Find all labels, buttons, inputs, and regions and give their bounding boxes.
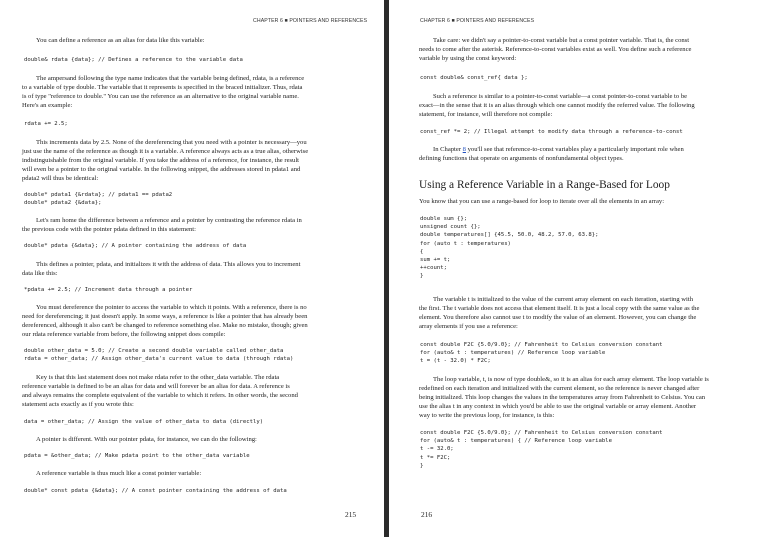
text-line: pdata2 will thus be identical: (22, 175, 99, 182)
paragraph (22, 74, 304, 110)
paragraph (419, 92, 695, 119)
text-line: Take care: we didn't say a pointer-to-const variable but a const pointer variable. That is, the const (433, 37, 690, 44)
code-block (24, 347, 293, 363)
text-line: is of type "reference to double." You can use the reference as an alternative to the original variable name. (22, 93, 299, 100)
right-page (389, 0, 768, 537)
text-run: In Chapter (433, 146, 463, 153)
code-line: for (auto& t : temperatures) { // Reference loop variable (420, 438, 612, 445)
code-line: t *= F2C; (420, 454, 451, 461)
text-line: our rdata reference variable from before, the following snippet does compile: (22, 331, 226, 338)
code-block (24, 242, 246, 250)
text-line: A reference variable is thus much like a const pointer variable: (36, 470, 202, 477)
text-line: The loop variable, t, is now of type double&, so it is an alias for each array element. The loop variable is (433, 376, 709, 383)
text-line: dereferenced, although it also can't be changed to reference something else. Make no mistake, though; given (22, 322, 308, 329)
code-line: unsigned count {}; (420, 224, 481, 231)
code-line: *pdata += 2.5; // Increment data through a pointer (24, 287, 193, 293)
chapter-link[interactable]: 8 (462, 146, 466, 153)
text-line: indistinguishable from the original variable. If you take the address of a reference, for instance, the result (22, 157, 300, 164)
code-line: data = other_data; // Assign the value of other_data to data (directly) (24, 419, 264, 425)
paragraph (22, 435, 257, 444)
code-line: double sum {}; (420, 216, 468, 222)
code-line: ++count; (420, 265, 447, 272)
text-line: defining functions that operate on arguments of nonfundamental object types. (419, 155, 624, 162)
code-block (420, 128, 683, 136)
text-line: the first. The t variable does not access that element itself. It is just a local copy with the same value as the (419, 305, 700, 312)
page-number: 216 (421, 510, 433, 519)
paragraph (22, 469, 201, 478)
text-line: need for dereferencing; it just doesn't apply. In some ways, a reference is like a pointer that has already been (22, 313, 308, 320)
paragraph (419, 197, 664, 206)
code-block (24, 418, 263, 426)
running-header: CHAPTER 6 ■ POINTERS AND REFERENCES (420, 18, 535, 24)
text-line: You must dereference the pointer to access the variable to which it points. With a reference, there is no (36, 304, 307, 311)
text-line: exact—in the sense that it is an alias through which one cannot modify the referred value. The following (419, 102, 695, 109)
paragraph (22, 216, 302, 234)
text-line: This defines a pointer, pdata, and initializes it with the address of data. This allows you to increment (36, 261, 301, 268)
code-line: rdata = other_data; // Assign other_data's current value to data (through rdata) (24, 356, 294, 363)
text-line: Such a reference is similar to a pointer-to-const variable—a const pointer-to-const variable to be (433, 93, 688, 100)
text-line: This increments data by 2.5. None of the dereferencing that you need with a pointer is necessary—you (36, 139, 307, 146)
code-line: double* const pdata {&data}; // A const pointer containing the address of data (24, 488, 287, 494)
text-line: You know that you can use a range-based for loop to iterate over all the elements in an array: (419, 198, 665, 205)
code-block (420, 429, 662, 470)
code-line: t = (t - 32.0) * F2C; (420, 358, 491, 365)
text-line: variable by using the const keyword: (419, 55, 517, 62)
text-line: redefined on each iteration and initialized with the current element, so the reference is never changed after (419, 385, 700, 392)
code-line: double* pdata1 {&rdata}; // pdata1 == pdata2 (24, 192, 173, 198)
text-run: you'll see that reference-to-const variables play a particularly important role when (465, 146, 684, 153)
text-line: needs to come after the asterisk. Reference-to-const variables exist as well. You define such a reference (419, 46, 692, 53)
code-line: t -= 32.0; (420, 446, 454, 453)
code-block (420, 215, 599, 281)
text-line: The ampersand following the type name indicates that the variable being defined, rdata, is a reference (36, 75, 305, 82)
paragraph (22, 36, 205, 45)
code-block (420, 74, 528, 82)
code-line: double* pdata2 {&data}; (24, 200, 102, 207)
code-line: } (420, 462, 424, 469)
text-line: to a variable of type double. The variable that it represents is specified in the braced initializer. Thus, rdata (22, 84, 303, 91)
text-line: way to write the previous loop, for instance, is this: (419, 412, 555, 419)
code-line: { (420, 248, 424, 255)
code-line: double temperatures[] {45.5, 50.0, 48.2, 57.0, 63.8}; (420, 232, 599, 239)
paragraph (22, 260, 300, 278)
text-line: element. You therefore also cannot use t to modify the value of an element. However, you can change the (419, 314, 697, 321)
code-line: } (420, 273, 424, 280)
text-line: Let's ram home the difference between a reference and a pointer by contrasting the reference rdata in (36, 217, 302, 224)
code-block (24, 487, 287, 495)
code-line: double* pdata {&data}; // A pointer containing the address of data (24, 243, 247, 249)
text-line: data like this: (22, 270, 58, 277)
text-line: and always remains the complete equivalent of the variable to which it refers. In other words, the second (22, 392, 298, 399)
code-line: for (auto t : temperatures) (420, 240, 511, 247)
text-line: statement, for instance, will therefore not compile: (419, 111, 553, 118)
code-line: for (auto& t : temperatures) // Reference loop variable (420, 350, 606, 357)
code-line: const double& const_ref{ data }; (420, 75, 528, 81)
code-block (24, 452, 250, 460)
text-line: being initialized. This loop changes the values in the temperatures array from Fahrenheit to Celsius. You can (419, 394, 706, 401)
text-line: A pointer is different. With our pointer pdata, for instance, we can do the following: (36, 436, 257, 443)
text-line: The variable t is initialized to the value of the current array element on each iteration, starting with (433, 296, 693, 303)
text-line: will even be a pointer to the original variable. In the following snippet, the addresses stored in pdata1 and (22, 166, 301, 173)
code-line: double other_data = 5.0; // Create a second double variable called other_data (24, 348, 284, 354)
text-line: Here's an example: (22, 102, 73, 109)
running-header: CHAPTER 6 ■ POINTERS AND REFERENCES (253, 18, 368, 24)
text-line: You can define a reference as an alias for data like this variable: (36, 37, 205, 44)
text-line: the previous code with the pointer pdata defined in this statement: (22, 226, 196, 233)
code-block (24, 56, 243, 64)
code-block (24, 191, 172, 207)
paragraph (22, 138, 308, 183)
code-block (24, 286, 192, 294)
paragraph (419, 375, 709, 420)
code-line: sum += t; (420, 257, 451, 264)
code-line: double& rdata {data}; // Defines a reference to the variable data (24, 57, 243, 63)
paragraph (22, 303, 308, 339)
text-line: reference variable is defined to be an alias for data and will forever be an alias for data. A reference is (22, 383, 290, 390)
code-block (420, 341, 662, 366)
text-line: Key is that this last statement does not make rdata refer to the other_data variable. The rdata (36, 374, 280, 381)
code-line: pdata = &other_data; // Make pdata point to the other_data variable (24, 453, 250, 459)
code-line: rdata += 2.5; (24, 121, 68, 127)
text-line: statement acts exactly as if you wrote this: (22, 401, 134, 408)
paragraph (419, 36, 691, 63)
code-line: const double F2C {5.0/9.0}; // Fahrenheit to Celsius conversion constant (420, 430, 663, 436)
text-line: just use the name of the reference as though it is a variable. A reference always acts as a true alias, otherwise (22, 148, 309, 155)
text-line: array elements if you use a reference: (419, 323, 518, 330)
code-block (24, 120, 68, 128)
text-line: use the alias t in any context in which you'd be able to use the original variable or array element. Another (419, 403, 697, 410)
code-line: const double F2C {5.0/9.0}; // Fahrenheit to Celsius conversion constant (420, 342, 663, 348)
code-line: const_ref *= 2; // Illegal attempt to modify data through a reference-to-const (420, 129, 683, 135)
paragraph (419, 295, 699, 331)
paragraph (419, 145, 684, 163)
section-heading: Using a Reference Variable in a Range-Based for Loop (419, 179, 670, 191)
page-number: 215 (345, 510, 357, 519)
paragraph (22, 373, 298, 409)
